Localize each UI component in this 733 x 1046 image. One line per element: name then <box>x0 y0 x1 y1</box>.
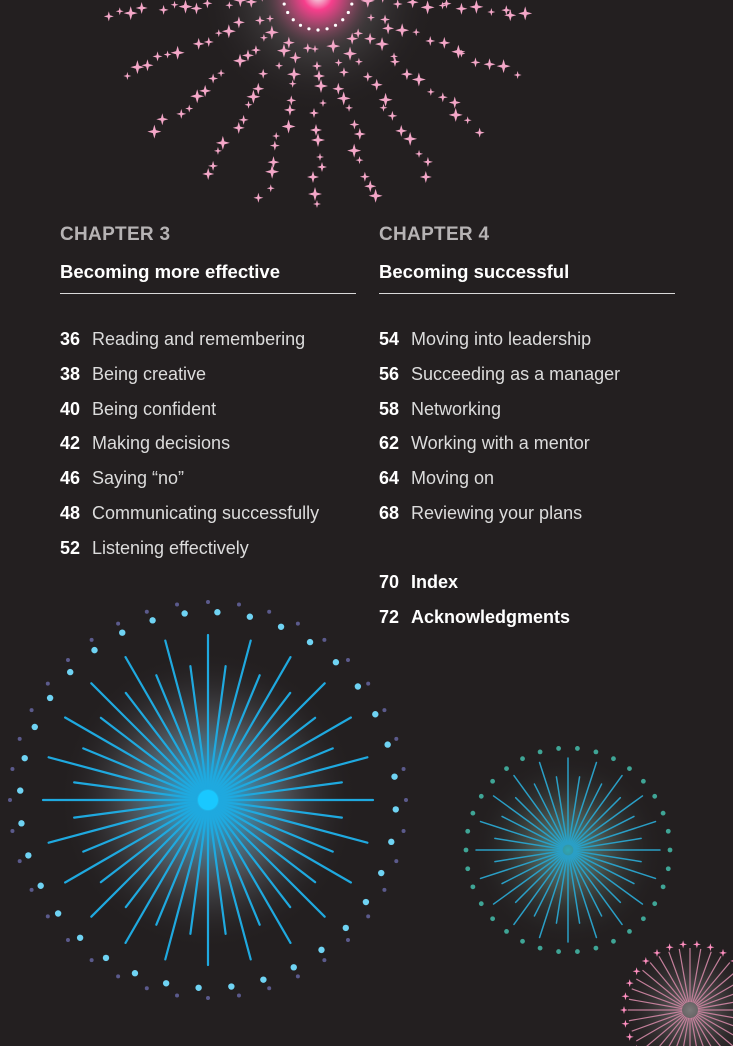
toc-page-number: 36 <box>60 329 81 349</box>
toc-page-number: 52 <box>60 537 81 558</box>
toc-entry[interactable] <box>60 429 356 464</box>
toc-entry-title: Moving into leadership <box>411 329 592 349</box>
toc-entry-title: Moving on <box>411 468 495 489</box>
toc-entry-title: Networking <box>411 398 502 419</box>
teal-firework <box>464 746 673 954</box>
toc-entry[interactable] <box>379 325 675 360</box>
toc-entry-title: Acknowledgments <box>411 606 571 627</box>
toc-entry[interactable] <box>379 360 675 395</box>
toc-entry[interactable] <box>60 360 356 395</box>
toc-page-number: 54 <box>379 329 400 349</box>
toc-entry[interactable] <box>60 534 356 569</box>
chapter-3-title: Becoming more effective <box>60 261 281 282</box>
toc-page-number: 68 <box>379 502 400 523</box>
toc-page-number: 72 <box>379 606 400 627</box>
toc-entry[interactable] <box>60 464 356 499</box>
toc-entry-title: Index <box>411 571 459 592</box>
chapter-3-divider <box>60 293 356 294</box>
toc-entry-title: Saying “no” <box>92 468 185 489</box>
back-matter-contents <box>379 568 675 638</box>
toc-entry-title: Reviewing your plans <box>411 502 583 523</box>
toc-entry-acknowledgments[interactable] <box>379 603 675 638</box>
chapter-4-contents <box>379 325 675 534</box>
chapter-4-title: Becoming successful <box>379 261 570 282</box>
toc-page-number: 70 <box>379 571 400 592</box>
chapter-3-label: CHAPTER 3 <box>60 224 171 245</box>
toc-page-number: 62 <box>379 433 400 454</box>
chapter-3-contents <box>60 325 356 569</box>
toc-entry-title: Working with a mentor <box>411 433 590 454</box>
chapter-4-label: CHAPTER 4 <box>379 224 490 245</box>
chapter-3-section <box>60 222 356 569</box>
chapter-4-section <box>379 222 675 637</box>
toc-page-number: 46 <box>60 468 81 489</box>
toc-entry[interactable] <box>379 395 675 430</box>
toc-entry-title: Being creative <box>92 363 207 384</box>
toc-page-number: 38 <box>60 363 81 384</box>
toc-entry[interactable] <box>379 429 675 464</box>
toc-page-number: 58 <box>379 398 400 419</box>
blue-firework <box>8 600 408 1000</box>
toc-entry-index[interactable] <box>379 568 675 603</box>
toc-entry[interactable] <box>60 499 356 534</box>
toc-entry-title: Listening effectively <box>92 537 249 558</box>
toc-page-number: 40 <box>60 398 81 419</box>
toc-entry[interactable] <box>60 395 356 430</box>
toc-entry-title: Communicating successfully <box>92 502 320 523</box>
toc-entry[interactable] <box>60 325 356 360</box>
toc-entry[interactable] <box>379 464 675 499</box>
toc-page-number: 48 <box>60 502 81 523</box>
toc-page-number: 56 <box>379 363 400 384</box>
toc-entry-title: Being confident <box>92 398 217 419</box>
chapter-4-divider <box>379 293 675 294</box>
toc-page-number: 42 <box>60 433 81 454</box>
toc-entry-title: Succeeding as a manager <box>411 363 621 384</box>
pink-firework-corner <box>620 940 733 1046</box>
toc-entry-title: Making decisions <box>92 433 231 454</box>
pink-firework-top <box>104 0 532 208</box>
toc-page-number: 64 <box>379 468 400 489</box>
toc-entry-title: Reading and remembering <box>92 329 306 349</box>
toc-entry[interactable] <box>379 499 675 534</box>
